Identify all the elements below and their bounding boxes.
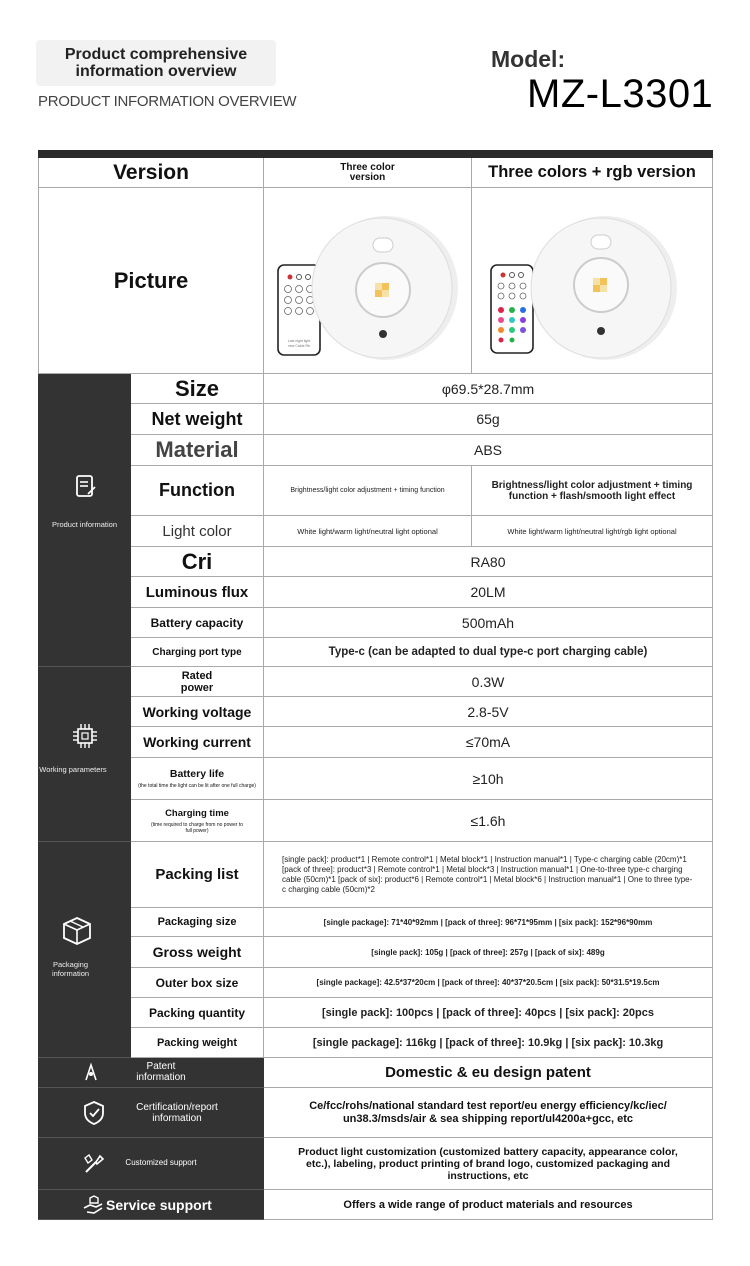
- battery-life-note: (the total time the light can be lit after one full charge): [138, 783, 256, 789]
- service-label: Service support: [106, 1197, 212, 1213]
- row-value-luminous-flux: 20LM: [264, 577, 713, 608]
- row-label-cri: Cri: [131, 547, 264, 577]
- row-value-rated-power: 0.3W: [264, 667, 713, 697]
- certification-value: Ce/fcc/rohs/national standard test report/eu energy efficiency/kc/iec/ un38.3/msds/air & sea shipping report/ul4200a+gcc, etc: [264, 1088, 713, 1138]
- row-value-working-voltage: 2.8-5V: [264, 697, 713, 727]
- certification-label: Certification/report information: [136, 1102, 218, 1124]
- row-value-packing-weight: [single package]: 116kg | [pack of three]: 10.9kg | [six pack]: 10.3kg: [264, 1028, 713, 1058]
- picture-label: Picture: [38, 188, 264, 374]
- working-params-sidebar: [38, 667, 131, 842]
- row-value-size: φ69.5*28.7mm: [264, 374, 713, 404]
- model-value: MZ-L3301: [527, 72, 714, 116]
- row-label-light-color: Light color: [131, 516, 264, 547]
- row-value-material: ABS: [264, 435, 713, 466]
- svg-text:Last night light: Last night light: [287, 338, 310, 343]
- version-col2: Three colors + rgb version: [472, 158, 713, 188]
- packaging-info-label: Packaging information: [51, 960, 90, 978]
- patent-sidebar: [38, 1058, 264, 1088]
- product-image-rgb: [472, 188, 713, 374]
- row-label-gross-weight: Gross weight: [131, 937, 264, 968]
- patent-value: Domestic & eu design patent: [264, 1058, 713, 1088]
- row-label-battery-life: [131, 758, 264, 800]
- header-subtitle: PRODUCT INFORMATION OVERVIEW: [38, 93, 297, 110]
- customized-value: Product light customization (customized battery capacity, appearance color, etc.), labeling, product printing of brand logo, customized packaging and instructions, etc: [264, 1138, 713, 1190]
- row-value-function-2: Brightness/light color adjustment + timing function + flash/smooth light effect: [472, 466, 713, 516]
- version-label: Version: [38, 158, 264, 188]
- shield-check-icon: [82, 1100, 106, 1131]
- row-label-size: Size: [131, 374, 264, 404]
- row-label-packing-list: Packing list: [131, 842, 264, 908]
- row-value-net-weight: 65g: [264, 404, 713, 435]
- header-title: Product comprehensive information overview: [64, 46, 248, 80]
- working-params-label: Working parameters: [39, 765, 107, 774]
- row-value-working-current: ≤70mA: [264, 727, 713, 758]
- row-value-packaging-size: [single package]: 71*40*92mm | [pack of three]: 96*71*95mm | [six pack]: 152*96*90mm: [264, 908, 713, 937]
- model-label: Model:: [491, 46, 566, 72]
- row-label-material: Material: [131, 435, 264, 466]
- row-value-light-color-1: White light/warm light/neutral light optional: [264, 516, 472, 547]
- row-label-function: Function: [131, 466, 264, 516]
- row-value-packing-list: [single pack]: product*1 | Remote control*1 | Metal block*1 | Instruction manual*1 | Type-c charging cable (20cm)*1 [pack of three]: product*3 | Remote control*1 | Metal block*3 | Instruction manual*1 | One-to-three type-c charging cable (50cm)*1 [pack of six]: product*6 | Remote control*1 | Metal block*6 | Instruction manual*1 | One to three type-c charging cable (50cm)*2: [264, 842, 713, 908]
- box-icon: [30, 914, 123, 953]
- service-icon: [82, 1194, 104, 1221]
- row-value-packing-quantity: [single pack]: 100pcs | [pack of three]: 40pcs | [six pack]: 20pcs: [264, 998, 713, 1028]
- svg-text:new Cable Rb: new Cable Rb: [287, 343, 310, 348]
- row-label-charging-port: Charging port type: [131, 638, 264, 667]
- row-value-charging-port: Type-c (can be adapted to dual type-c port charging cable): [264, 638, 713, 667]
- row-value-light-color-2: White light/warm light/neutral light/rgb light optional: [472, 516, 713, 547]
- customized-label: Customized support: [125, 1158, 197, 1167]
- chip-icon: [38, 721, 131, 756]
- row-label-luminous-flux: Luminous flux: [131, 577, 264, 608]
- table-top-bar: [38, 150, 713, 158]
- row-label-net-weight: Net weight: [131, 404, 264, 435]
- customized-sidebar: [38, 1138, 264, 1190]
- row-label-packaging-size: Packaging size: [131, 908, 264, 937]
- row-value-function-1: Brightness/light color adjustment + timing function: [264, 466, 472, 516]
- row-label-working-voltage: Working voltage: [131, 697, 264, 727]
- patent-icon: [80, 1062, 102, 1089]
- row-value-cri: RA80: [264, 547, 713, 577]
- row-label-charging-time: [131, 800, 264, 842]
- row-value-gross-weight: [single pack]: 105g | [pack of three]: 257g | [pack of six]: 489g: [264, 937, 713, 968]
- service-sidebar: [38, 1190, 264, 1220]
- row-value-battery-capacity: 500mAh: [264, 608, 713, 638]
- certification-sidebar: [38, 1088, 264, 1138]
- packaging-info-sidebar: [38, 842, 131, 1058]
- row-value-outer-box-size: [single package]: 42.5*37*20cm | [pack of three]: 40*37*20.5cm | [six pack]: 50*31.5*19.5cm: [264, 968, 713, 998]
- document-edit-icon: [38, 472, 131, 505]
- row-label-rated-power: Rated power: [131, 667, 264, 697]
- product-image-three-color: [264, 188, 472, 374]
- patent-label: Patent information: [136, 1061, 186, 1083]
- row-label-battery-capacity: Battery capacity: [131, 608, 264, 638]
- product-info-label: Product information: [51, 520, 118, 529]
- charging-time-note: (time required to charge from no power to full power): [151, 821, 243, 834]
- charging-time-title: Charging time: [165, 807, 229, 819]
- row-label-packing-quantity: Packing quantity: [131, 998, 264, 1028]
- row-value-battery-life: ≥10h: [264, 758, 713, 800]
- row-label-packing-weight: Packing weight: [131, 1028, 264, 1058]
- battery-life-title: Battery life: [169, 768, 225, 780]
- service-value: Offers a wide range of product materials and resources: [264, 1190, 713, 1220]
- row-label-working-current: Working current: [131, 727, 264, 758]
- version-col1: Three color version: [264, 158, 472, 188]
- row-label-outer-box-size: Outer box size: [131, 968, 264, 998]
- row-value-charging-time: ≤1.6h: [264, 800, 713, 842]
- product-info-sidebar: [38, 374, 131, 667]
- customize-icon: [82, 1152, 106, 1181]
